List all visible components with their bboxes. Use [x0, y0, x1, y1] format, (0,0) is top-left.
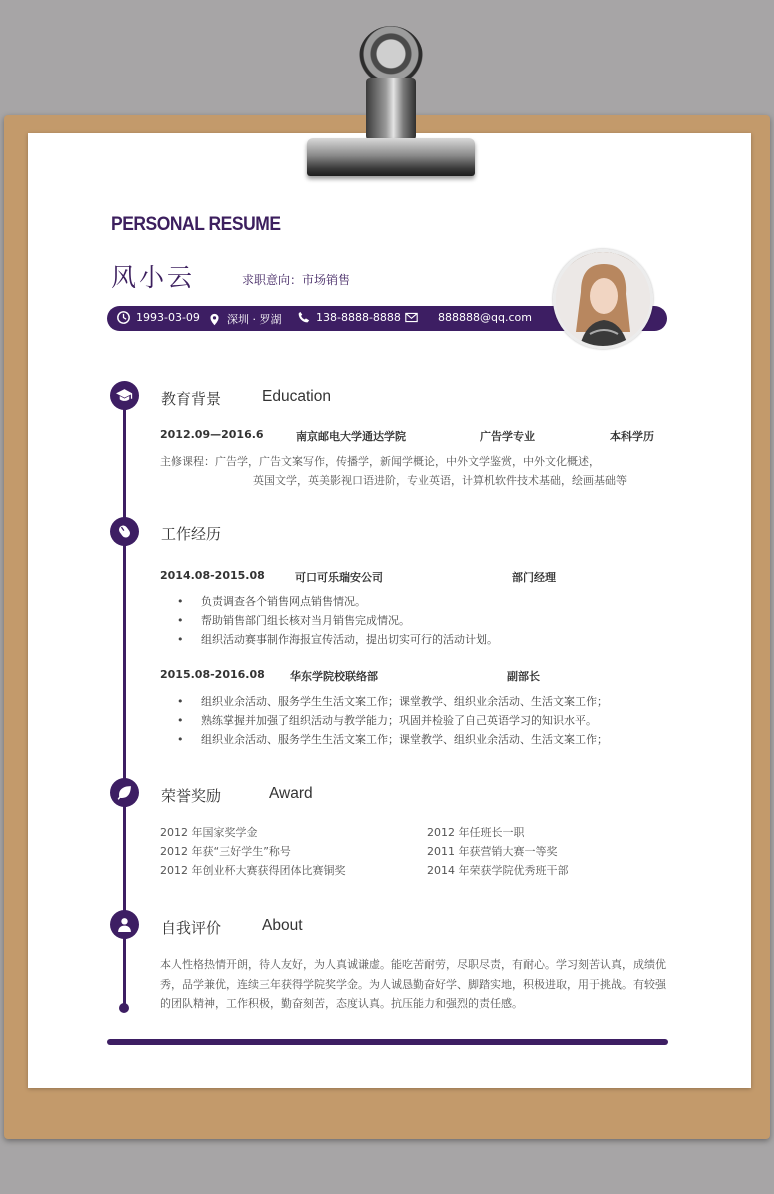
job-2-company: 华东学院校联络部 [290, 670, 378, 683]
award-right-3: 2014 年荣获学院优秀班干部 [427, 864, 569, 877]
list-item: • 组织业余活动、服务学生生活文案工作；课堂教学、组织业余活动、生活文案工作； [177, 695, 608, 708]
job-1-company: 可口可乐瑞安公司 [295, 571, 383, 584]
award-right-2: 2011 年获营销大赛一等奖 [427, 845, 558, 858]
location-pin-icon [208, 313, 221, 326]
birth-info [117, 311, 200, 324]
phone-icon [297, 311, 310, 324]
mouse-icon [110, 517, 139, 546]
education-major: 广告学专业 [480, 430, 535, 443]
award-right-1: 2012 年任班长一职 [427, 826, 525, 839]
list-item: • 熟练掌握并加强了组织活动与教学能力；巩固并检验了自己英语学习的知识水平。 [177, 714, 597, 727]
binder-clip-neck [366, 78, 416, 140]
about-title: 自我评价 [161, 919, 222, 937]
education-degree: 本科学历 [610, 430, 654, 443]
footer-bar [107, 1039, 668, 1045]
mail-icon [405, 311, 418, 324]
about-line-2: 秀，品学兼优，连续三年获得学院奖学金。为人诚恳勤奋好学、脚踏实地，积极进取，用于挑战。有较强 [160, 978, 666, 991]
list-item: • 帮助销售部门组长核对当月销售完成情况。 [177, 614, 410, 627]
about-line-3: 的团队精神，工作积极，勤奋刻苦，态度认真。抗压能力和强烈的责任感。 [160, 997, 523, 1010]
award-title-en: Award [269, 785, 313, 802]
education-courses-line2: 英国文学，英美影视口语进阶，专业英语，计算机软件技术基础，绘画基础等 [253, 474, 627, 487]
birth-date: 1993-03-09 [136, 311, 200, 324]
award-left-1: 2012 年国家奖学金 [160, 826, 258, 839]
education-title: 教育背景 [161, 390, 222, 408]
list-item: • 组织业余活动、服务学生生活文案工作；课堂教学、组织业余活动、生活文案工作； [177, 733, 608, 746]
list-item: • 组织活动赛事制作海报宣传活动，提出切实可行的活动计划。 [177, 633, 498, 646]
job-intent [242, 271, 350, 288]
email-info [405, 311, 532, 324]
job-intent-value: 市场销售 [302, 273, 351, 287]
user-icon [110, 910, 139, 939]
education-period: 2012.09—2016.6 [160, 428, 264, 441]
award-left-2: 2012 年获“三好学生”称号 [160, 845, 291, 858]
education-title-en: Education [262, 388, 331, 405]
job-intent-label: 求职意向： [242, 273, 303, 287]
phone-info [297, 311, 401, 324]
job-1-role: 部门经理 [512, 571, 556, 584]
location-info [208, 311, 282, 327]
binder-clip-base [307, 138, 475, 176]
graduation-cap-icon [110, 381, 139, 410]
profile-photo [553, 249, 653, 349]
email-address: 888888@qq.com [438, 311, 532, 324]
education-courses-line1: 主修课程：广告学，广告文案写作，传播学，新闻学概论，中外文学鉴赏，中外文化概述， [160, 455, 600, 468]
work-title: 工作经历 [161, 525, 222, 543]
portrait-image [556, 252, 650, 346]
award-left-3: 2012 年创业杯大赛获得团体比赛铜奖 [160, 864, 346, 877]
location-text: 深圳 · 罗湖 [227, 313, 282, 326]
job-2-period: 2015.08-2016.08 [160, 668, 265, 681]
job-1-period: 2014.08-2015.08 [160, 569, 265, 582]
list-item: • 负责调查各个销售网点销售情况。 [177, 595, 366, 608]
candidate-name: 风小云 [111, 263, 196, 292]
resume-title: PERSONAL RESUME [111, 214, 281, 235]
phone-number: 138-8888-8888 [316, 311, 401, 324]
award-title: 荣誉奖励 [161, 787, 222, 805]
education-school: 南京邮电大学通达学院 [296, 430, 406, 443]
clock-icon [117, 311, 130, 324]
leaf-icon [110, 778, 139, 807]
about-line-1: 本人性格热情开朗，待人友好，为人真诚谦虚。能吃苦耐劳，尽职尽责，有耐心。学习刻苦认真，成绩优 [160, 958, 666, 971]
timeline-end-dot [119, 1003, 129, 1013]
job-2-role: 副部长 [507, 670, 540, 683]
about-title-en: About [262, 917, 303, 934]
